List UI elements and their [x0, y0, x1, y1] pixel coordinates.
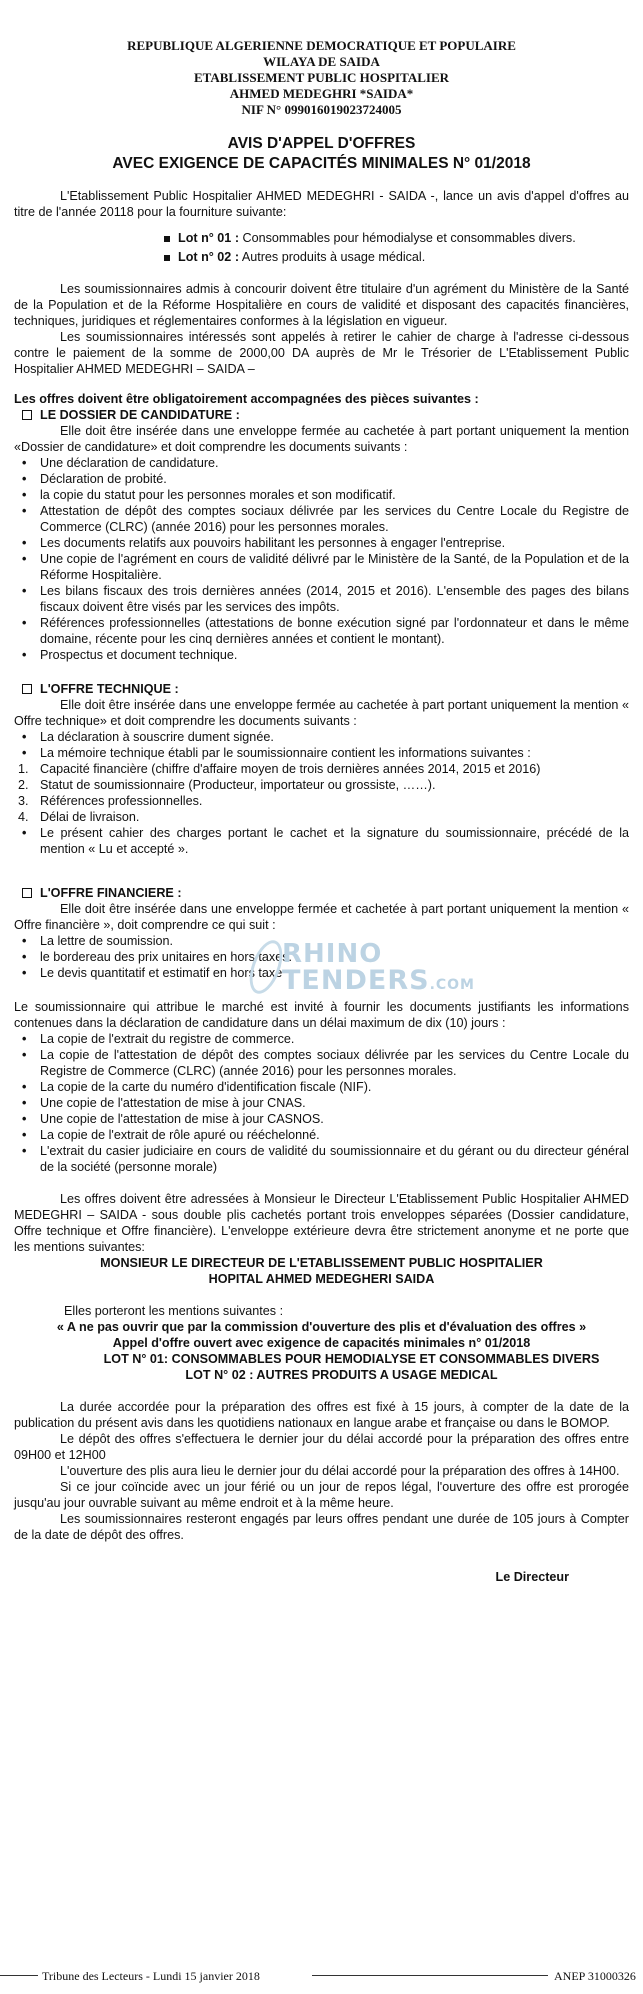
- header-line: WILAYA DE SAIDA: [263, 54, 380, 69]
- item-number: 1.: [18, 762, 29, 776]
- mentions-block: [14, 1319, 629, 1383]
- list-item: • le bordereau des prix unitaires en hors taxes.: [40, 949, 629, 965]
- mention-line: Appel d'offre ouvert avec exigence de capacités minimales n° 01/2018: [112, 1336, 531, 1350]
- footer-source: Tribune des Lecteurs - Lundi 15 janvier 2018: [42, 1969, 260, 1983]
- list-item: • Références professionnelles (attestations de bonne exécution signé par l'ordonnateur et dans le même domaine, récente pour les cinq dernières années et contient le montant).: [40, 615, 629, 647]
- list-item: • la copie du statut pour les personnes morales et son modificatif.: [40, 487, 629, 503]
- list-item: • Une déclaration de candidature.: [40, 455, 629, 471]
- item-text: Références professionnelles.: [40, 794, 203, 808]
- section-heading: LE DOSSIER DE CANDIDATURE :: [40, 408, 240, 422]
- list-item: • La déclaration à souscrire dument signée.: [40, 729, 629, 745]
- checkbox-icon: [22, 684, 32, 694]
- list-item: • Prospectus et document technique.: [40, 647, 629, 663]
- section-heading: L'OFFRE TECHNIQUE :: [40, 682, 179, 696]
- item-number: 3.: [18, 794, 29, 808]
- header-line: AHMED MEDEGHRI *SAIDA*: [229, 86, 414, 101]
- list-item: • L'extrait du casier judiciaire en cours de validité du soumissionnaire et du gérant ou du directeur général de la société (personne morale): [40, 1143, 629, 1175]
- technique-items-b: [14, 825, 629, 857]
- item-text: Délai de livraison.: [40, 810, 140, 824]
- mention-line: « A ne pas ouvrir que par la commission d'ouverture des plis et d'évaluation des offres »: [56, 1320, 587, 1334]
- closing-section: [14, 1399, 629, 1543]
- title-line: AVIS D'APPEL D'OFFRES: [227, 135, 416, 152]
- list-item: • Une copie de l'agrément en cours de validité délivré par le Ministère de la Santé, de la Population et de la Réforme Hospitalière.: [40, 551, 629, 583]
- mention-line: LOT N° 02 : AUTRES PRODUITS A USAGE MEDICAL: [185, 1368, 498, 1382]
- lot-item: [164, 230, 629, 246]
- square-bullet-icon: [164, 255, 170, 261]
- address-paragraph: Les offres doivent être adressées à Monsieur le Directeur L'Etablissement Public Hospitalier AHMED MEDEGHRI – SAIDA - sous double plis cachetés portant trois enveloppes séparées (Dossier candidature, Offre technique et Offre financière). L'enveloppe extérieure devra être strictement anonyme et ne porte que les mentions suivantes:: [14, 1192, 629, 1254]
- closing-paragraph: La durée accordée pour la préparation des offres est fixé à 15 jours, à compter de la date de la publication du présent avis dans les quotidiens nationaux en langue arabe et française ou dans le BOMOP.: [14, 1400, 629, 1430]
- item-number: 4.: [18, 810, 29, 824]
- closing-paragraph: Si ce jour coïncide avec un jour férié ou un jour de repos légal, l'ouverture des offre est prorogée jusqu'au jour ouvrable suivant au même endroit et à la même heure.: [14, 1480, 629, 1510]
- closing-paragraph: L'ouverture des plis aura lieu le dernier jour du délai accordé pour la préparation des offres à 14H00.: [60, 1464, 620, 1478]
- issuer-header: [14, 38, 629, 118]
- watermark-logo: [282, 941, 475, 994]
- list-item: • Attestation de dépôt des comptes sociaux délivrée par les services du Centre Locale du Registre de Commerce (CLRC) (année 2016) pour les personnes morales.: [40, 503, 629, 535]
- mention-line: LOT N° 01: CONSOMMABLES POUR HEMODIALYSE ET CONSOMMABLES DIVERS: [103, 1352, 600, 1366]
- header-line: REPUBLIQUE ALGERIENNE DEMOCRATIQUE ET POPULAIRE: [127, 38, 516, 53]
- list-item: • La copie de l'attestation de dépôt des comptes sociaux délivrée par les services du Centre Locale du Registre de Commerce (CLRC) (année 2016) pour les personnes morales.: [40, 1047, 629, 1079]
- withdrawal-paragraph: Les soumissionnaires intéressés sont appelés à retirer le cahier de charge à l'adresse ci-dessous contre le paiement de la somme de 2000,00 DA auprès de Mr le Trésorier de L'Etablissement Public Hospitalier AHMED MEDEGHRI – SAIDA –: [14, 330, 629, 376]
- list-item: • La copie de la carte du numéro d'identification fiscale (NIF).: [40, 1079, 629, 1095]
- item-number: 2.: [18, 778, 29, 792]
- header-line: ETABLISSEMENT PUBLIC HOSPITALIER: [193, 70, 450, 85]
- numbered-item: [18, 761, 629, 777]
- mentions-intro: Elles porteront les mentions suivantes :: [64, 1304, 284, 1318]
- section-heading: L'OFFRE FINANCIERE :: [40, 886, 182, 900]
- numbered-item: [18, 793, 629, 809]
- tender-notice: [14, 0, 629, 1585]
- header-line: NIF N° 099016019023724005: [241, 102, 402, 117]
- numbered-item: [18, 809, 629, 825]
- checkbox-icon: [22, 410, 32, 420]
- lot-label: Lot n° 01 :: [178, 231, 240, 245]
- footer-reference: ANEP 31000326: [554, 1969, 636, 1983]
- list-item: • Une copie de l'attestation de mise à jour CNAS.: [40, 1095, 629, 1111]
- attributaire-section: [14, 999, 629, 1175]
- closing-paragraph: Les soumissionnaires resteront engagés par leurs offres pendant une durée de 105 jours à Compter de la date de dépôt des offres.: [14, 1512, 629, 1542]
- section-intro: Elle doit être insérée dans une enveloppe fermée et cachetée à part portant uniquement la mention « Offre financière », doit comprendre ce qui suit :: [14, 902, 629, 932]
- checkbox-icon: [22, 888, 32, 898]
- address-block: [14, 1255, 629, 1287]
- technique-numbered: [14, 761, 629, 825]
- item-text: Capacité financière (chiffre d'affaire moyen de trois dernières années 2014, 2015 et 2016): [40, 762, 541, 776]
- attributaire-items: [14, 1031, 629, 1175]
- technique-section: [14, 681, 629, 857]
- footer-divider: [0, 1975, 38, 1976]
- signature: Le Directeur: [495, 1570, 569, 1584]
- square-bullet-icon: [164, 236, 170, 242]
- list-item: • La copie de l'extrait du registre de commerce.: [40, 1031, 629, 1047]
- address-line: MONSIEUR LE DIRECTEUR DE L'ETABLISSEMENT PUBLIC HOSPITALIER: [100, 1256, 543, 1270]
- section-intro: Elle doit être insérée dans une enveloppe fermée au cachetée à part portant uniquement la mention «Dossier de candidature» et doit comprendre les documents suivants :: [14, 424, 629, 454]
- section-intro: Elle doit être insérée dans une enveloppe fermée au cachetée à part portant uniquement la mention « Offre technique» et doit comprendre les documents suivants :: [14, 698, 629, 728]
- list-item: • Les bilans fiscaux des trois dernières années (2014, 2015 et 2016). L'ensemble des pages des bilans fiscaux doivent être visés par les services des impôts.: [40, 583, 629, 615]
- address-line: HOPITAL AHMED MEDEGHERI SAIDA: [208, 1272, 435, 1286]
- dossier-section: [14, 407, 629, 663]
- intro-paragraph: L'Etablissement Public Hospitalier AHMED MEDEGHRI - SAIDA -, lance un avis d'appel d'offres au titre de l'année 20118 pour la fourniture suivante:: [14, 189, 629, 219]
- watermark-line: TENDERS: [282, 965, 430, 996]
- title-line: AVEC EXIGENCE DE CAPACITÉS MINIMALES N° 01/2018: [112, 155, 531, 172]
- closing-paragraph: Le dépôt des offres s'effectuera le dernier jour du délai accordé pour la préparation des offres entre 09H00 et 12H00: [14, 1432, 629, 1462]
- list-item: • La mémoire technique établi par le soumissionnaire contient les informations suivantes :: [40, 745, 629, 761]
- dossier-items: [14, 455, 629, 663]
- watermark-line: RHINO: [282, 939, 383, 969]
- offers-heading: Les offres doivent être obligatoirement accompagnées des pièces suivantes :: [14, 392, 479, 406]
- notice-title: [14, 134, 629, 174]
- footer-divider: [312, 1975, 548, 1976]
- watermark-line: .COM: [429, 977, 475, 993]
- list-item: • Les documents relatifs aux pouvoirs habilitant les personnes à engager l'entreprise.: [40, 535, 629, 551]
- page-footer: [0, 1966, 643, 1986]
- numbered-item: [18, 777, 629, 793]
- lot-text: Autres produits à usage médical.: [239, 250, 426, 264]
- technique-items: [14, 729, 629, 761]
- lot-text: Consommables pour hémodialyse et consommables divers.: [239, 231, 576, 245]
- list-item: • Le présent cahier des charges portant le cachet et la signature du soumissionnaire, précédé de la mention « Lu et accepté ».: [40, 825, 629, 857]
- item-text: Statut de soumissionnaire (Producteur, importateur ou grossiste, ……).: [40, 778, 436, 792]
- list-item: • La lettre de soumission.: [40, 933, 629, 949]
- list-item: • La copie de l'extrait de rôle apuré ou rééchelonné.: [40, 1127, 629, 1143]
- list-item: • Déclaration de probité.: [40, 471, 629, 487]
- section-intro: Le soumissionnaire qui attribue le marché est invité à fournir les documents justifiants les informations contenues dans la déclaration de candidature dans un délai maximum de dix (10) jours :: [14, 1000, 629, 1030]
- lot-label: Lot n° 02 :: [178, 250, 240, 264]
- list-item: • Une copie de l'attestation de mise à jour CASNOS.: [40, 1111, 629, 1127]
- lots-list: [164, 230, 629, 265]
- eligibility-paragraph: Les soumissionnaires admis à concourir doivent être titulaire d'un agrément du Ministère de la Santé de la Population et de la Réforme Hospitalière en cours de validité et disposant des capacités financières, techniques, juridiques et réglementaires conformes à la législation en vigueur.: [14, 282, 629, 328]
- lot-item: [164, 249, 629, 265]
- list-item: • Le devis quantitatif et estimatif en hors taxe: [40, 965, 629, 981]
